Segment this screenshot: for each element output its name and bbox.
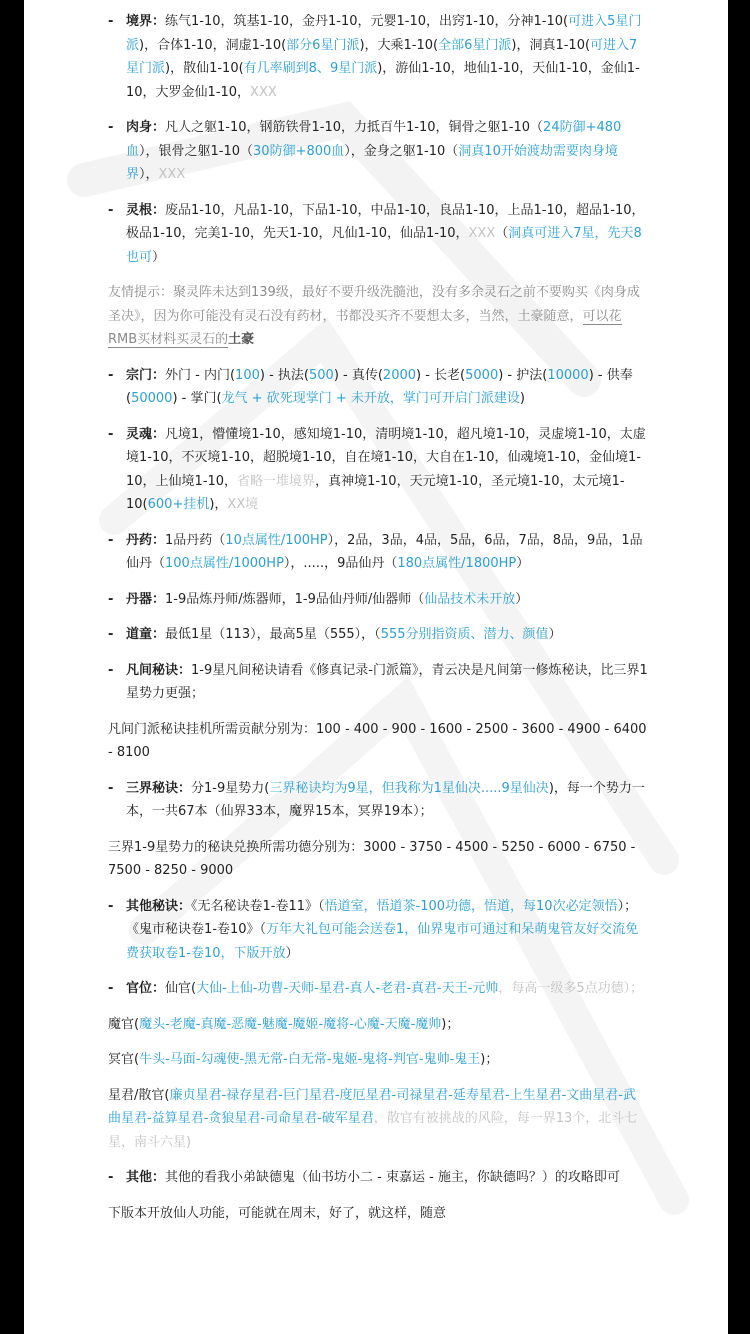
text-segment: ） bbox=[516, 556, 530, 571]
text-segment: 星君/散官( bbox=[108, 1087, 170, 1103]
bullet-item bbox=[108, 199, 648, 270]
bullet-dash: - bbox=[108, 627, 114, 642]
item-label: 宗门： bbox=[126, 367, 166, 383]
text-segment: 魔头-老魔-真魔-恶魔-魅魔-魔姬-魔将-心魔-天魔-魔帅 bbox=[139, 1016, 442, 1032]
item-label: 官位： bbox=[126, 981, 166, 996]
text-segment: 有几率刷到8、9星门派 bbox=[243, 61, 378, 76]
item-label: 道童： bbox=[126, 627, 166, 642]
text-segment: ) - 供奉( bbox=[126, 367, 633, 406]
bullet-dash: - bbox=[108, 981, 114, 996]
text-segment: 600+挂机 bbox=[147, 497, 210, 512]
bullet-item bbox=[108, 116, 648, 187]
text-segment: )； bbox=[480, 1052, 499, 1067]
tip-bold: 土豪 bbox=[228, 332, 255, 347]
text-segment: 洞真可进入7星，先天8也可 bbox=[126, 226, 642, 265]
bullet-dash: - bbox=[108, 120, 114, 135]
text-segment: 省略一堆境界 bbox=[237, 473, 316, 489]
text-segment: 大仙-上仙-功曹-天师-星君-真人-老君-真君-天王-元帅 bbox=[196, 981, 499, 996]
text-segment: XXX bbox=[158, 167, 186, 182]
text-segment: 100点属性/1000HP bbox=[165, 556, 284, 571]
item-label: 灵魂： bbox=[126, 426, 166, 442]
text-segment: ) - 护法( bbox=[498, 367, 548, 383]
text-segment: 全部6星门派 bbox=[438, 37, 512, 53]
text-segment: )，大乘1-10( bbox=[359, 37, 439, 53]
text-segment: )，合体1-10，洞虚1-10( bbox=[139, 37, 287, 53]
text-segment: 1-9品炼丹师/炼器师，1-9品仙丹师/仙器师（ bbox=[165, 591, 425, 607]
text-segment: 三界秘诀均为9星，但我称为1星仙决.....9星仙决 bbox=[269, 780, 549, 796]
text-segment: 5000 bbox=[465, 367, 499, 383]
rank-line bbox=[108, 1084, 648, 1155]
fanjian-contribution: 凡间门派秘诀挂机所需贡献分别为：100 - 400 - 900 - 1600 - 2500 - 3600 - 4900 - 6400 - 8100 bbox=[108, 721, 647, 760]
text-segment: 50000 bbox=[131, 391, 173, 406]
document-page bbox=[24, 0, 728, 1334]
text-segment: 24防御+480血 bbox=[126, 120, 622, 159]
text-segment: ) - 执法( bbox=[259, 367, 309, 383]
text-segment: 洞真10开始渡劫需要肉身境界 bbox=[126, 143, 618, 182]
bullet-item bbox=[108, 529, 648, 576]
bullet-dash: - bbox=[108, 591, 114, 607]
text-segment: 1品丹药（ bbox=[165, 532, 226, 548]
rank-line bbox=[108, 1013, 648, 1037]
text-segment: 牛头-马面-勾魂使-黑无常-白无常-鬼姬-鬼将-判官-鬼帅-鬼王 bbox=[139, 1052, 481, 1067]
closing-line: 下版本开放仙人功能，可能就在周末，好了，就这样，随意 bbox=[108, 1205, 447, 1221]
text-segment: 最低1星（113），最高5星（555），（ bbox=[165, 627, 381, 642]
text-segment: 可进入7星门派 bbox=[126, 37, 638, 76]
text-segment: 《无名秘诀卷1-卷11》（ bbox=[191, 898, 325, 914]
text-segment: ，每高一级多5点功德）； bbox=[498, 981, 644, 996]
bullet-dash: - bbox=[108, 367, 114, 383]
item-label: 凡间秘诀： bbox=[126, 662, 192, 678]
item-label: 灵根： bbox=[126, 202, 166, 218]
text-segment: 可进入5星门派 bbox=[126, 14, 642, 53]
sanjie-merit: 三界1-9星势力的秘诀兑换所需功德分别为：3000 - 3750 - 4500 - 5250 - 6000 - 6750 - 7500 - 8250 - 9000 bbox=[108, 839, 636, 878]
text-segment: 龙气 + 砍死现掌门 + 未开放，掌门可开启门派建设 bbox=[221, 391, 520, 406]
item-label: 其他： bbox=[126, 1170, 166, 1185]
text-segment: 100 bbox=[235, 367, 260, 383]
text-segment: ），银骨之躯1-10（ bbox=[139, 143, 254, 159]
bullet-dash: - bbox=[108, 14, 114, 29]
item-label: 三界秘诀： bbox=[126, 780, 192, 796]
tip-note bbox=[108, 281, 648, 352]
text-segment: ) bbox=[519, 391, 525, 406]
rank-line bbox=[108, 1048, 648, 1072]
text-segment: 魔官( bbox=[108, 1016, 140, 1032]
text-segment: 180点属性/1800HP bbox=[397, 556, 517, 571]
text-segment: )， bbox=[209, 497, 228, 512]
text-segment: 凡境1，懵懂境1-10，感知境1-10，清明境1-10，超凡境1-10，灵虚境1-10，太虚境1-10，不灭境1-10，超脱境1-10，自在境1-10，大自在1-10，仙魂境1-10，金仙境1-10，上仙境1-10， bbox=[126, 426, 646, 489]
text-segment: )，洞真1-10( bbox=[511, 37, 591, 53]
bullet-dash: - bbox=[108, 898, 114, 914]
text-segment: 外门 - 内门( bbox=[165, 367, 236, 383]
bullet-item bbox=[108, 895, 648, 966]
text-segment: )，游仙1-10，地仙1-10，天仙1-10，金仙1-10，大罗金仙1-10， bbox=[126, 61, 640, 100]
text-segment: 500 bbox=[308, 367, 334, 383]
text-segment: ) - 掌门( bbox=[172, 391, 222, 406]
text-segment: XX境 bbox=[227, 497, 259, 512]
bullet-item bbox=[108, 423, 648, 517]
bullet-item bbox=[108, 364, 648, 411]
text-segment: ）；《鬼市秘诀卷1-卷10》（ bbox=[126, 898, 638, 937]
bullet-dash: - bbox=[108, 202, 114, 218]
text-segment: 练气1-10，筑基1-10，金丹1-10，元婴1-10，出窍1-10，分神1-10( bbox=[165, 14, 569, 29]
tip-text: 友情提示：聚灵阵未达到139级，最好不要升级洗髓池，没有多余灵石之前不要购买《肉身成圣决》，因为你可能没有灵石没有药材，书都没买齐不要想太多，当然，土豪随意， bbox=[108, 285, 640, 324]
text-segment: 仙品技术未开放 bbox=[424, 591, 516, 607]
text-segment: ，真神境1-10，天元境1-10，圣元境1-10，太元境1-10( bbox=[126, 473, 625, 512]
text-segment: 悟道室，悟道茶-100功德，悟道，每10次必定领悟 bbox=[324, 898, 618, 914]
text-segment: 1-9星凡间秘诀请看《修真记录-门派篇》，青云决是凡间第一修炼秘诀，比三界1星势力更强； bbox=[126, 662, 648, 701]
text-segment: ）， bbox=[139, 167, 159, 182]
item-label: 肉身： bbox=[126, 120, 166, 135]
text-segment: ），.....，9品仙丹（ bbox=[283, 556, 398, 571]
bullet-dash: - bbox=[108, 426, 114, 442]
text-segment: ） bbox=[285, 945, 299, 961]
item-label: 丹器： bbox=[126, 591, 166, 607]
tip-underlined: 可以花RMB买材料买灵石的 bbox=[108, 308, 622, 347]
bullet-dash: - bbox=[108, 662, 114, 678]
bullet-item bbox=[108, 10, 648, 104]
text-segment: 仙官( bbox=[165, 981, 197, 996]
text-segment: 2000 bbox=[382, 367, 417, 383]
bullet-item bbox=[108, 623, 648, 647]
item-label: 其他秘诀： bbox=[126, 898, 192, 914]
text-segment: 分1-9星势力( bbox=[191, 780, 270, 796]
bullet-item bbox=[108, 977, 648, 1001]
bullet-dash: - bbox=[108, 780, 114, 796]
text-segment: ），2品，3品，4品，5品，6品，7品，8品，9品，1品仙丹（ bbox=[126, 532, 643, 571]
text-segment: )； bbox=[441, 1016, 460, 1032]
text-segment: ） bbox=[152, 249, 166, 265]
text-segment: ，散官有被挑战的风险，每一界13个，北斗七星，南斗六星) bbox=[108, 1111, 638, 1150]
text-segment: 30防御+800血 bbox=[253, 143, 345, 159]
text-segment: 废品1-10，凡品1-10，下品1-10，中品1-10，良品1-10，上品1-10，超品1-10，极品1-10，完美1-10，先天1-10，凡仙1-10，仙品1-10， bbox=[126, 202, 645, 241]
text-segment: ） bbox=[548, 627, 562, 642]
bullet-item bbox=[108, 1166, 648, 1190]
text-segment: 10点属性/100HP bbox=[225, 532, 328, 548]
text-segment: ) - 长老( bbox=[416, 367, 466, 383]
item-label: 丹药： bbox=[126, 532, 166, 548]
bullet-dash: - bbox=[108, 532, 114, 548]
bullet-dash: - bbox=[108, 1170, 114, 1185]
text-segment: XXX bbox=[468, 226, 496, 241]
text-segment: )，每一个势力一本，一共67本（仙界33本，魔界15本，冥界19本）； bbox=[126, 780, 645, 819]
text-segment: 部分6星门派 bbox=[286, 37, 360, 53]
text-segment: 廉贞星君-禄存星君-巨门星君-度厄星君-司禄星君-延寿星君-上生星君-文曲星君-武曲星君-益算星君-贪狼星君-司命星君-破军星君 bbox=[108, 1087, 636, 1126]
item-label: 境界： bbox=[126, 14, 166, 29]
text-segment: ) - 真传( bbox=[333, 367, 383, 383]
text-segment: 冥官( bbox=[108, 1052, 140, 1067]
text-segment: 其他的看我小弟缺德鬼（仙书坊小二 - 束嘉运 - 施主，你缺德吗？）的攻略即可 bbox=[165, 1170, 620, 1185]
bullet-item bbox=[108, 659, 648, 706]
text-segment: ），金身之躯1-10（ bbox=[344, 143, 459, 159]
text-segment: XXX bbox=[250, 84, 277, 100]
bullet-item bbox=[108, 588, 648, 612]
text-segment: （ bbox=[495, 226, 509, 241]
text-segment: 万年大礼包可能会送卷1，仙界鬼市可通过和呆萌鬼管友好交流免费获取卷1-卷10，下版开放 bbox=[126, 922, 639, 961]
text-segment: 凡人之躯1-10，钢筋铁骨1-10，力抵百牛1-10，铜骨之躯1-10（ bbox=[165, 120, 544, 135]
text-segment: )，散仙1-10( bbox=[165, 61, 244, 76]
text-segment: 10000 bbox=[547, 367, 589, 383]
text-segment: ） bbox=[515, 591, 529, 607]
bullet-item bbox=[108, 777, 648, 824]
text-segment: 555分别指资质、潜力、颜值 bbox=[380, 627, 549, 642]
